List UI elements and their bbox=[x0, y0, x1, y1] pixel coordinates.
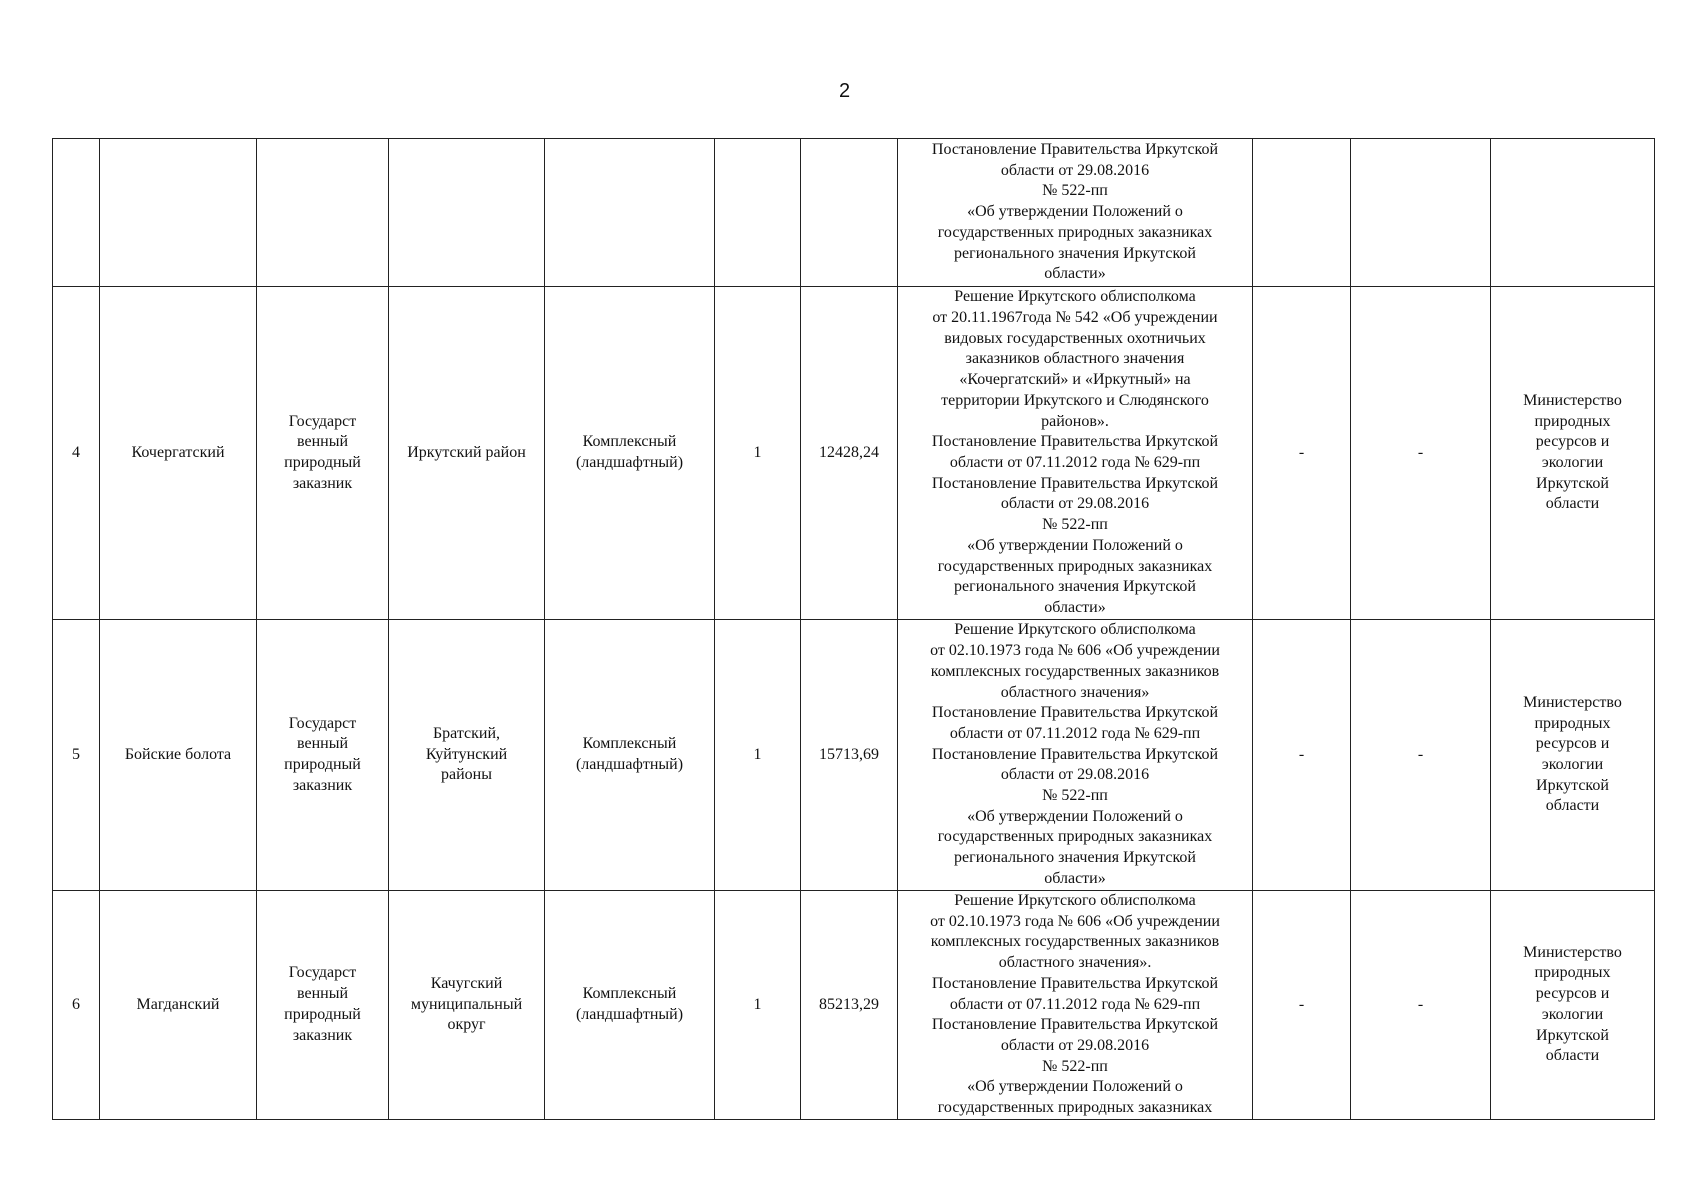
reserve-category: Государст венный природный заказник bbox=[257, 891, 389, 1120]
reserve-location: Качугский муниципальный округ bbox=[389, 891, 545, 1120]
reserve-name bbox=[100, 139, 257, 287]
row-number: 5 bbox=[53, 620, 100, 891]
managing-authority bbox=[1491, 139, 1655, 287]
reserve-category: Государст венный природный заказник bbox=[257, 287, 389, 620]
legal-basis: Решение Иркутского облисполкома от 20.11.1967года № 542 «Об учреждении видовых государственных охотничьих заказников областного значения «Кочергатский» и «Иркутный» на территории Иркутского и Слюдянского районов». Постановление Правительства Иркутской области от 07.11.2012 года № 629-пп Постановление Правительства Иркутской области от 29.08.2016 № 522-пп «Об утверждении Положений о государственных природных заказниках регионального значения Иркутской области» bbox=[898, 287, 1253, 620]
reserve-category: Государст венный природный заказник bbox=[257, 620, 389, 891]
reserve-name: Кочергатский bbox=[100, 287, 257, 620]
row-number: 4 bbox=[53, 287, 100, 620]
reserve-profile: Комплексный (ландшафтный) bbox=[545, 891, 715, 1120]
managing-authority: Министерство природных ресурсов и экологии Иркутской области bbox=[1491, 891, 1655, 1120]
table-row bbox=[53, 891, 1655, 1120]
column-10-value: - bbox=[1351, 287, 1491, 620]
managing-authority: Министерство природных ресурсов и экологии Иркутской области bbox=[1491, 620, 1655, 891]
column-9-value: - bbox=[1253, 287, 1351, 620]
reserve-profile bbox=[545, 139, 715, 287]
table-row bbox=[53, 139, 1655, 287]
reserve-area: 85213,29 bbox=[801, 891, 898, 1120]
reserve-profile: Комплексный (ландшафтный) bbox=[545, 620, 715, 891]
reserve-profile: Комплексный (ландшафтный) bbox=[545, 287, 715, 620]
column-10-value: - bbox=[1351, 620, 1491, 891]
reserve-location bbox=[389, 139, 545, 287]
legal-basis: Постановление Правительства Иркутской области от 29.08.2016 № 522-пп «Об утверждении Положений о государственных природных заказниках регионального значения Иркутской области» bbox=[898, 139, 1253, 287]
reserves-table bbox=[52, 138, 1655, 1120]
reserve-area: 12428,24 bbox=[801, 287, 898, 620]
cluster-count bbox=[715, 139, 801, 287]
column-10-value bbox=[1351, 139, 1491, 287]
reserve-location: Братский, Куйтунский районы bbox=[389, 620, 545, 891]
reserve-location: Иркутский район bbox=[389, 287, 545, 620]
reserve-area: 15713,69 bbox=[801, 620, 898, 891]
cluster-count: 1 bbox=[715, 620, 801, 891]
reserve-area bbox=[801, 139, 898, 287]
legal-basis: Решение Иркутского облисполкома от 02.10.1973 года № 606 «Об учреждении комплексных государственных заказников областного значения» Постановление Правительства Иркутской области от 07.11.2012 года № 629-пп Постановление Правительства Иркутской области от 29.08.2016 № 522-пп «Об утверждении Положений о государственных природных заказниках регионального значения Иркутской области» bbox=[898, 620, 1253, 891]
reserve-name: Бойские болота bbox=[100, 620, 257, 891]
reserve-name: Магданский bbox=[100, 891, 257, 1120]
cluster-count: 1 bbox=[715, 891, 801, 1120]
page-number: 2 bbox=[838, 80, 851, 102]
managing-authority: Министерство природных ресурсов и экологии Иркутской области bbox=[1491, 287, 1655, 620]
column-9-value: - bbox=[1253, 891, 1351, 1120]
reserve-category bbox=[257, 139, 389, 287]
table-row bbox=[53, 287, 1655, 620]
row-number bbox=[53, 139, 100, 287]
column-10-value: - bbox=[1351, 891, 1491, 1120]
row-number: 6 bbox=[53, 891, 100, 1120]
column-9-value: - bbox=[1253, 620, 1351, 891]
column-9-value bbox=[1253, 139, 1351, 287]
table-row bbox=[53, 620, 1655, 891]
cluster-count: 1 bbox=[715, 287, 801, 620]
legal-basis: Решение Иркутского облисполкома от 02.10.1973 года № 606 «Об учреждении комплексных государственных заказников областного значения». Постановление Правительства Иркутской области от 07.11.2012 года № 629-пп Постановление Правительства Иркутской области от 29.08.2016 № 522-пп «Об утверждении Положений о государственных природных заказниках bbox=[898, 891, 1253, 1120]
